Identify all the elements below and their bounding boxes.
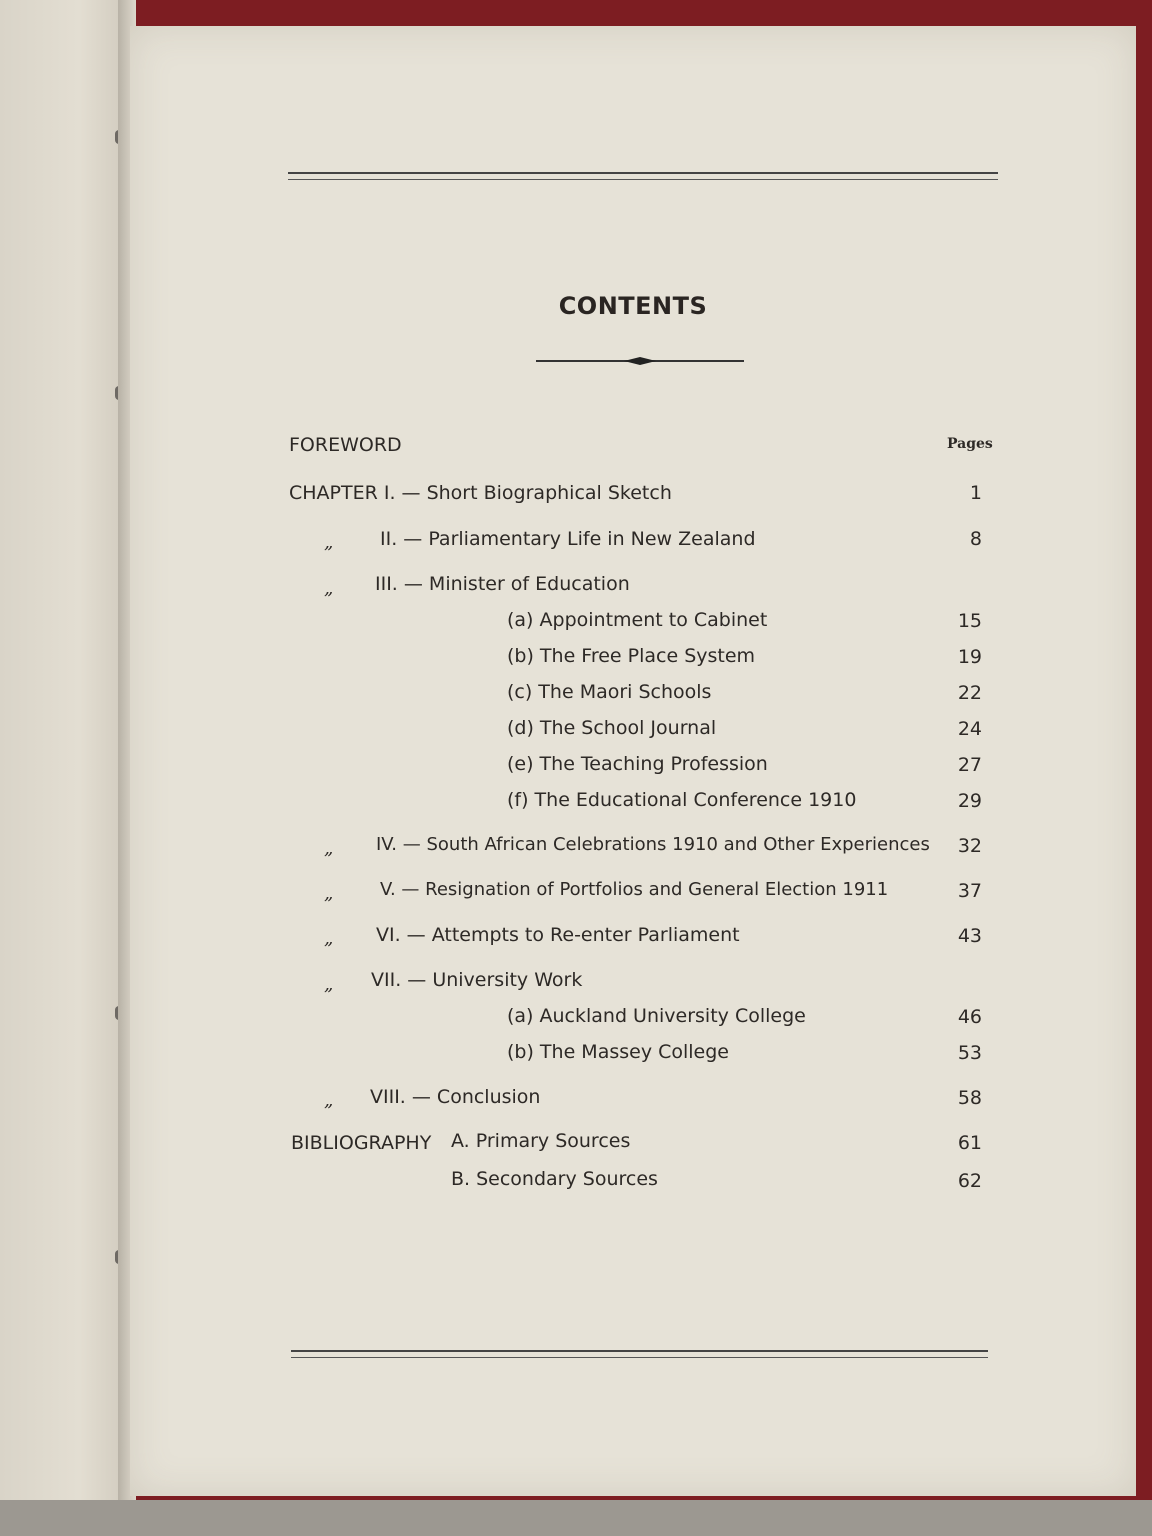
page-title: CONTENTS xyxy=(558,292,708,320)
bottom-double-rule xyxy=(291,1350,988,1358)
pages-column-header: Pages xyxy=(947,436,993,452)
contents-page xyxy=(130,26,1136,1496)
toc-page-number: 19 xyxy=(957,646,982,668)
ditto-mark: „ xyxy=(324,974,334,995)
toc-page-number: 37 xyxy=(957,880,982,902)
title-ornament xyxy=(536,357,744,365)
bibliography-heading: BIBLIOGRAPHY xyxy=(291,1132,432,1154)
top-double-rule xyxy=(288,172,998,180)
toc-page-number: 8 xyxy=(969,528,982,550)
ditto-mark: „ xyxy=(324,1090,334,1111)
toc-subentry: (b) The Free Place System xyxy=(507,645,756,667)
toc-subentry: (a) Auckland University College xyxy=(507,1005,806,1027)
toc-entry-chapter-8: VIII. — Conclusion xyxy=(370,1086,541,1108)
left-page xyxy=(0,0,132,1536)
ditto-mark: „ xyxy=(324,928,334,949)
toc-entry-chapter-2: II. — Parliamentary Life in New Zealand xyxy=(380,528,756,550)
ditto-mark: „ xyxy=(324,532,334,553)
toc-subentry: (b) The Massey College xyxy=(507,1041,729,1063)
toc-subentry: (d) The School Journal xyxy=(507,717,717,739)
toc-subentry: (f) The Educational Conference 1910 xyxy=(507,789,857,811)
toc-subentry: (c) The Maori Schools xyxy=(507,681,712,703)
toc-page-number: 53 xyxy=(957,1042,982,1064)
toc-page-number: 43 xyxy=(957,925,982,947)
toc-subentry: (e) The Teaching Profession xyxy=(507,753,768,775)
foreword-entry: FOREWORD xyxy=(289,434,402,456)
table-surface xyxy=(0,1500,1152,1536)
toc-page-number: 46 xyxy=(957,1006,982,1028)
toc-page-number: 58 xyxy=(957,1087,982,1109)
bibliography-item: B. Secondary Sources xyxy=(451,1168,658,1190)
bibliography-item: A. Primary Sources xyxy=(451,1130,631,1152)
toc-page-number: 1 xyxy=(969,482,982,504)
toc-page-number: 29 xyxy=(957,790,982,812)
toc-page-number: 32 xyxy=(957,835,982,857)
toc-page-number: 27 xyxy=(957,754,982,776)
toc-entry-chapter-7: VII. — University Work xyxy=(371,969,583,991)
toc-page-number: 62 xyxy=(957,1170,982,1192)
toc-page-number: 24 xyxy=(957,718,982,740)
toc-page-number: 15 xyxy=(957,610,982,632)
ditto-mark: „ xyxy=(324,883,334,904)
toc-entry-chapter-6: VI. — Attempts to Re-enter Parliament xyxy=(376,924,740,946)
toc-entry-chapter-1: CHAPTER I. — Short Biographical Sketch xyxy=(289,482,672,504)
ditto-mark: „ xyxy=(324,838,334,859)
toc-entry-chapter-4: IV. — South African Celebrations 1910 and Other Experiences xyxy=(376,834,930,855)
toc-page-number: 61 xyxy=(957,1132,982,1154)
ditto-mark: „ xyxy=(324,578,334,599)
toc-entry-chapter-5: V. — Resignation of Portfolios and General Election 1911 xyxy=(380,879,889,900)
toc-page-number: 22 xyxy=(957,682,982,704)
toc-entry-chapter-3: III. — Minister of Education xyxy=(375,573,630,595)
toc-subentry: (a) Appointment to Cabinet xyxy=(507,609,768,631)
